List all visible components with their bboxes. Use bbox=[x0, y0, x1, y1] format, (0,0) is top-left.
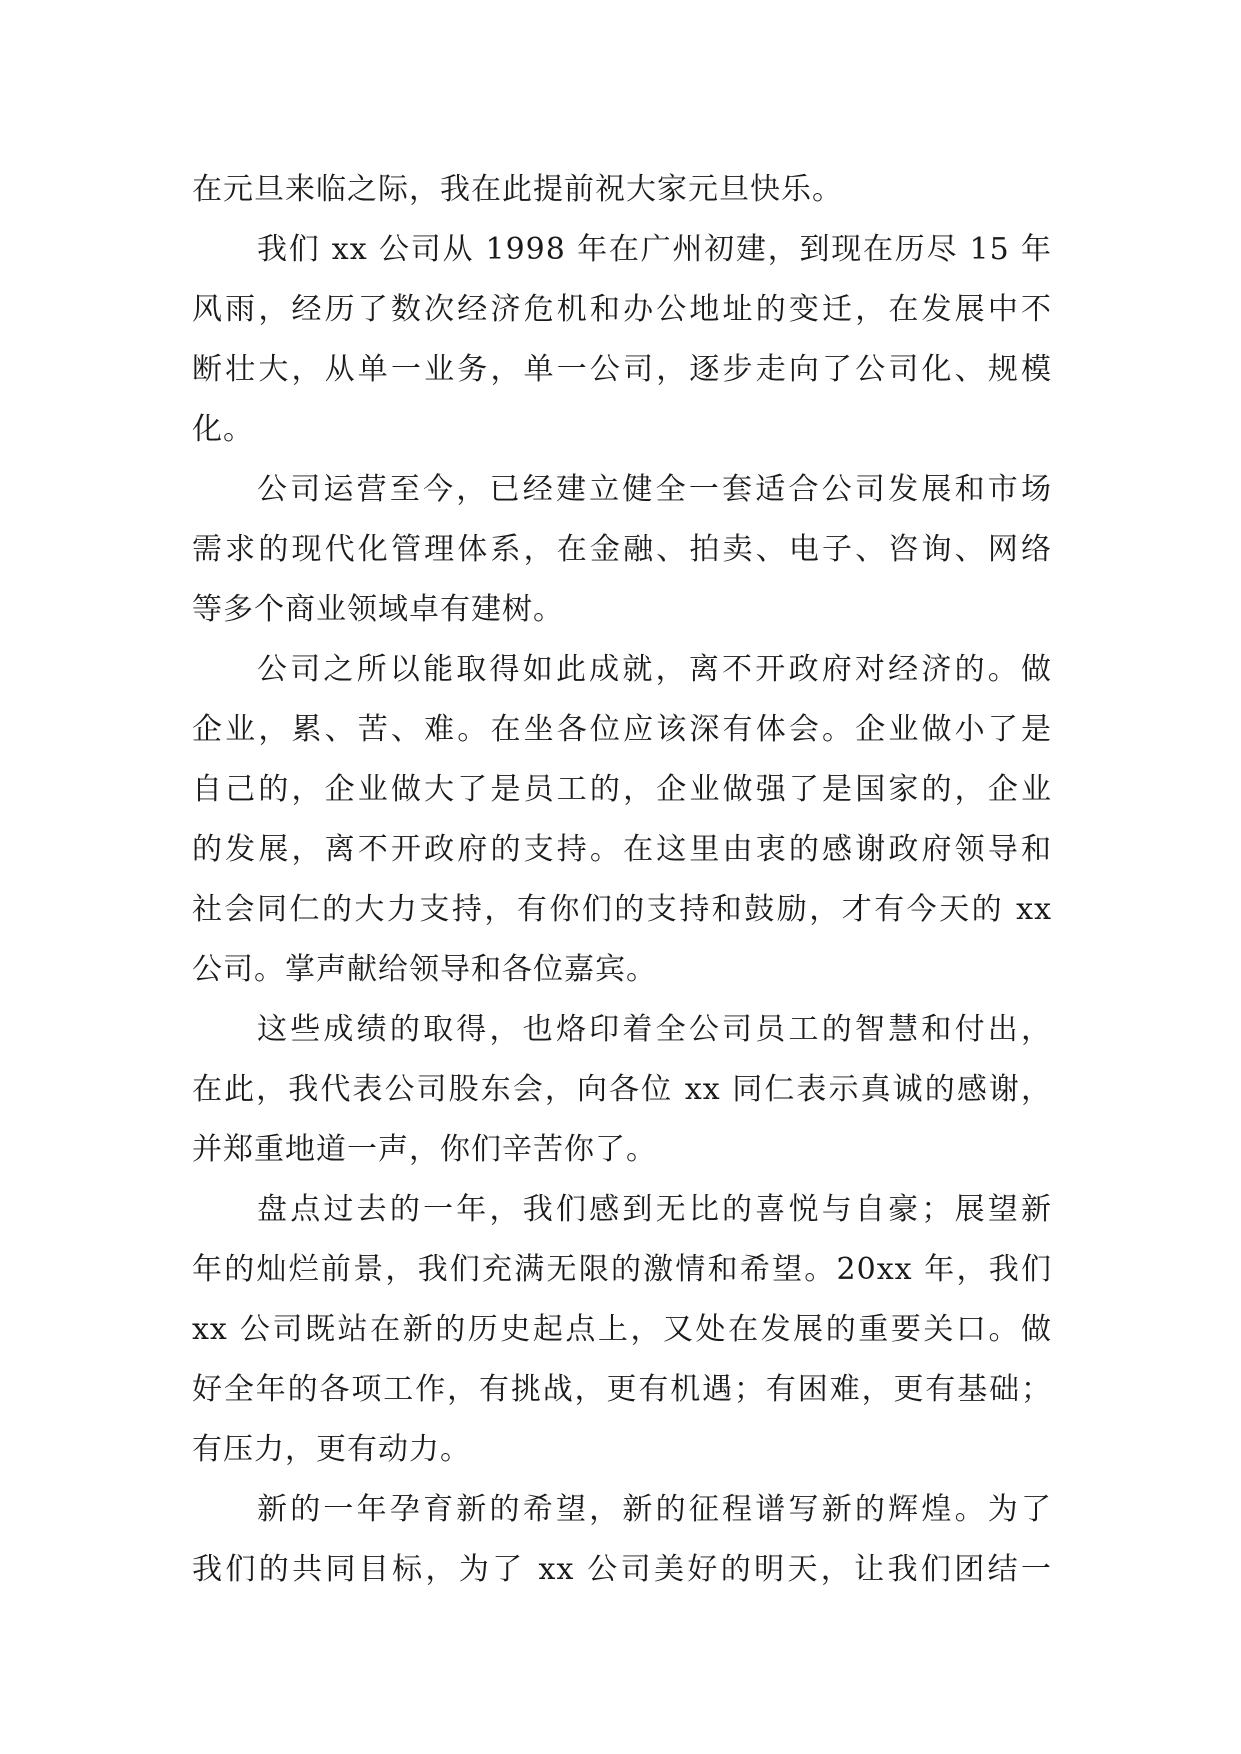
paragraph-first-line: 公司之所以能取得如此成就，离不开政府对经济的。做 bbox=[257, 652, 1052, 687]
text-line: 公司。掌声献给领导和各位嘉宾。 bbox=[192, 952, 657, 987]
text-line: 我们的共同目标，为了 xx 公司美好的明天，让我们团结一 bbox=[192, 1552, 1052, 1587]
text-line: 年的灿烂前景，我们充满无限的激情和希望。20xx 年，我们 bbox=[192, 1252, 1052, 1287]
text-line: xx 公司既站在新的历史起点上，又处在发展的重要关口。做 bbox=[192, 1312, 1052, 1347]
text-line: 自己的，企业做大了是员工的，企业做强了是国家的，企业 bbox=[192, 772, 1052, 807]
text-line: 社会同仁的大力支持，有你们的支持和鼓励，才有今天的 xx bbox=[192, 892, 1052, 927]
text-line: 在元旦来临之际，我在此提前祝大家元旦快乐。 bbox=[192, 172, 843, 207]
paragraph-first-line: 新的一年孕育新的希望，新的征程谱写新的辉煌。为了 bbox=[257, 1492, 1052, 1527]
text-line: 有压力，更有动力。 bbox=[192, 1432, 471, 1467]
text-line: 的发展，离不开政府的支持。在这里由衷的感谢政府领导和 bbox=[192, 832, 1052, 867]
text-line: 在此，我代表公司股东会，向各位 xx 同仁表示真诚的感谢， bbox=[192, 1072, 1052, 1107]
text-line: 风雨，经历了数次经济危机和办公地址的变迁，在发展中不 bbox=[192, 292, 1052, 327]
text-line: 化。 bbox=[192, 412, 254, 447]
paragraph-first-line: 公司运营至今，已经建立健全一套适合公司发展和市场 bbox=[257, 472, 1052, 507]
document-body bbox=[192, 160, 1052, 1600]
text-line: 并郑重地道一声，你们辛苦你了。 bbox=[192, 1132, 657, 1167]
paragraph-first-line: 这些成绩的取得，也烙印着全公司员工的智慧和付出， bbox=[257, 1012, 1052, 1047]
paragraph-first-line: 盘点过去的一年，我们感到无比的喜悦与自豪；展望新 bbox=[257, 1192, 1052, 1227]
text-line: 企业，累、苦、难。在坐各位应该深有体会。企业做小了是 bbox=[192, 712, 1052, 747]
text-line: 等多个商业领域卓有建树。 bbox=[192, 592, 564, 627]
text-line: 断壮大，从单一业务，单一公司，逐步走向了公司化、规模 bbox=[192, 352, 1052, 387]
text-line: 需求的现代化管理体系，在金融、拍卖、电子、咨询、网络 bbox=[192, 532, 1052, 567]
text-line: 好全年的各项工作，有挑战，更有机遇；有困难，更有基础； bbox=[192, 1372, 1052, 1407]
paragraph-first-line: 我们 xx 公司从 1998 年在广州初建，到现在历尽 15 年 bbox=[257, 232, 1052, 267]
